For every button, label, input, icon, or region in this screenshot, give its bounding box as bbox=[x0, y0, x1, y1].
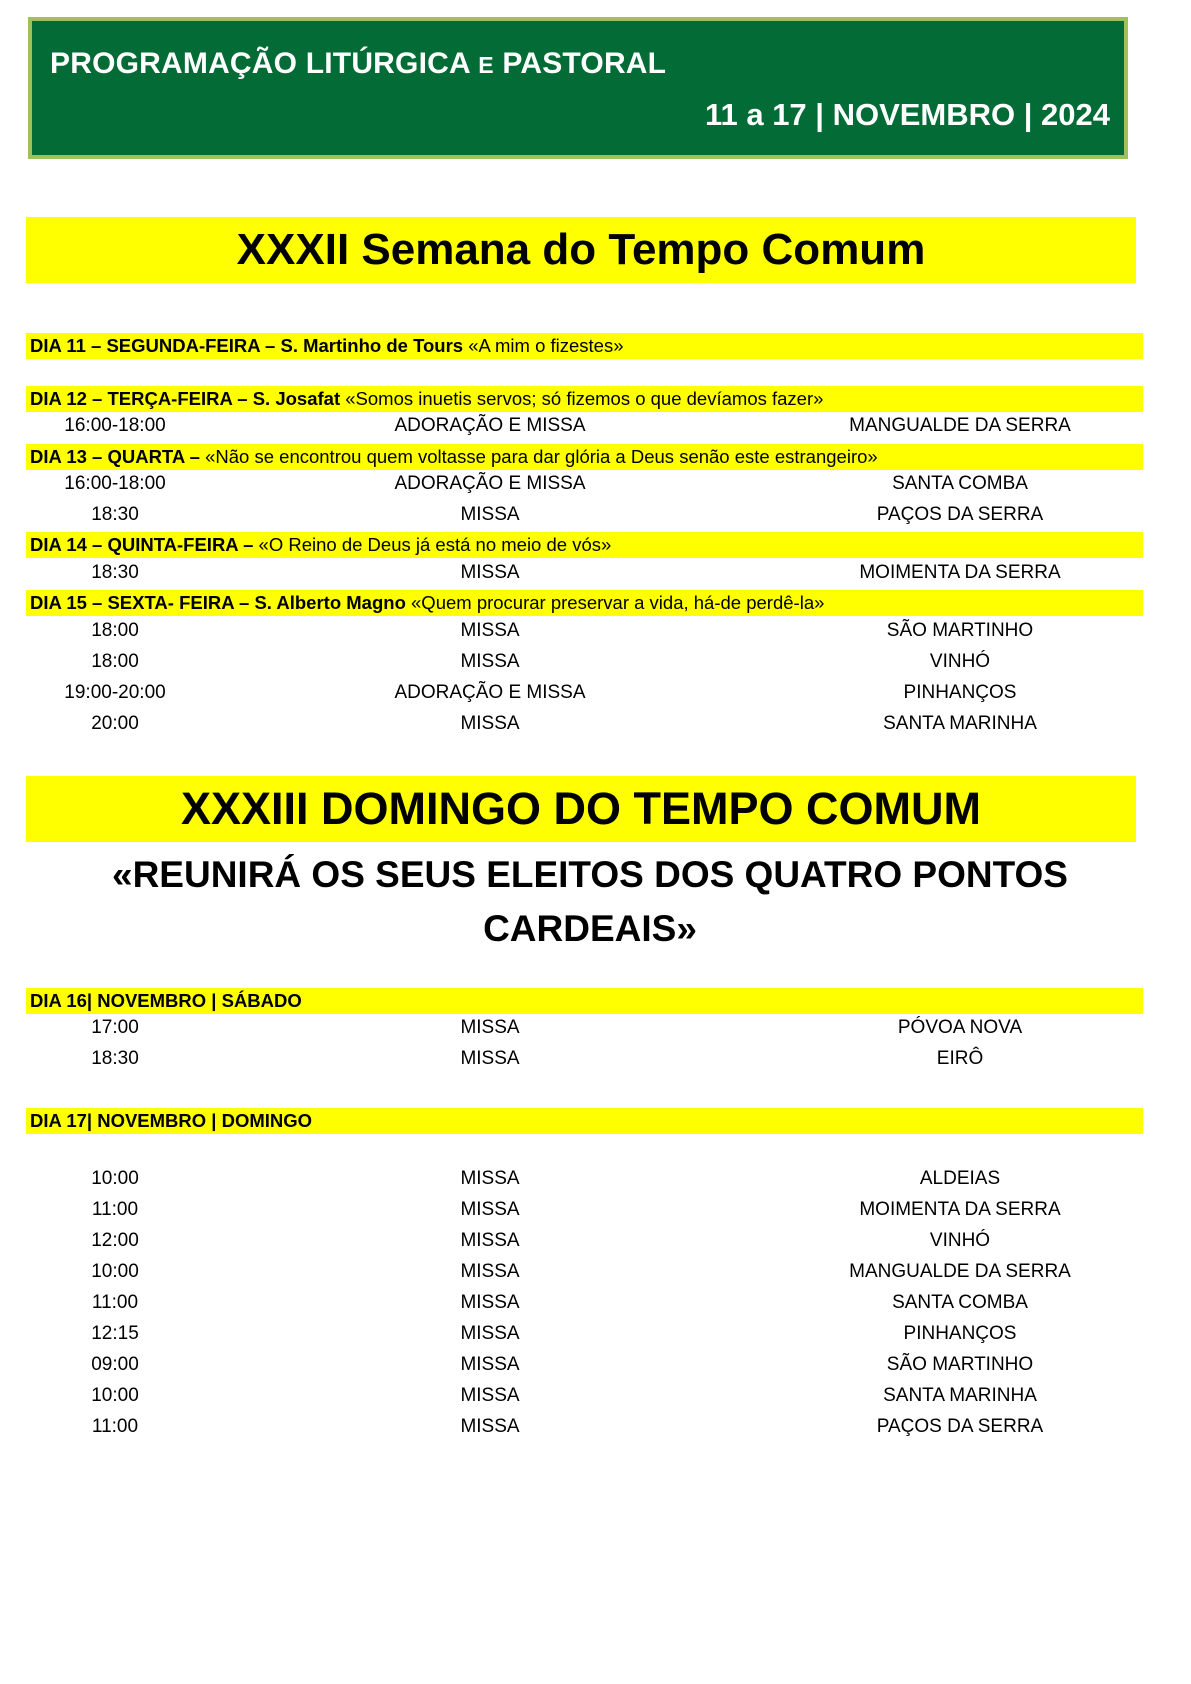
event-type: MISSA bbox=[460, 1199, 520, 1220]
event-location: SANTA MARINHA bbox=[883, 1385, 1037, 1406]
day-quote: «Não se encontrou quem voltasse para dar glória a Deus senão este estrangeiro» bbox=[199, 446, 878, 467]
header-title-part2: PASTORAL bbox=[493, 47, 667, 80]
event-time: 18:30 bbox=[91, 1048, 139, 1069]
event-time: 09:00 bbox=[91, 1354, 139, 1375]
event-type: MISSA bbox=[460, 1261, 520, 1282]
schedule-row bbox=[0, 1319, 1191, 1349]
event-type: MISSA bbox=[460, 1385, 520, 1406]
event-location: PAÇOS DA SERRA bbox=[876, 1416, 1044, 1437]
event-location: MOIMENTA DA SERRA bbox=[859, 1199, 1061, 1220]
schedule-row bbox=[0, 1013, 1191, 1043]
sunday-subtitle-line2: CARDEAIS» bbox=[483, 908, 697, 949]
event-time: 19:00-20:00 bbox=[64, 682, 166, 703]
header-title bbox=[50, 47, 666, 81]
event-time: 10:00 bbox=[91, 1385, 139, 1406]
day-quote: «Somos inuetis servos; só fizemos o que devíamos fazer» bbox=[340, 388, 824, 409]
event-location: SÃO MARTINHO bbox=[886, 1354, 1034, 1375]
event-location: MOIMENTA DA SERRA bbox=[859, 562, 1061, 583]
event-location: EIRÔ bbox=[936, 1048, 984, 1069]
schedule-row bbox=[0, 647, 1191, 677]
event-location: VINHÓ bbox=[929, 1230, 991, 1251]
day-quote: «Quem procurar preservar a vida, há-de perdê-la» bbox=[405, 592, 825, 613]
event-location: PAÇOS DA SERRA bbox=[876, 504, 1044, 525]
schedule-row bbox=[0, 558, 1191, 588]
day-header bbox=[26, 988, 1143, 1014]
event-location: VINHÓ bbox=[929, 651, 991, 672]
event-location: MANGUALDE DA SERRA bbox=[849, 1261, 1071, 1282]
day-label: DIA 17| NOVEMBRO | DOMINGO bbox=[30, 1110, 313, 1131]
day-header bbox=[26, 333, 1143, 359]
event-location: PINHANÇOS bbox=[903, 1323, 1017, 1344]
event-type: MISSA bbox=[460, 1416, 520, 1437]
schedule-row bbox=[0, 1288, 1191, 1318]
event-location: PINHANÇOS bbox=[903, 682, 1017, 703]
schedule-row bbox=[0, 469, 1191, 499]
schedule-row bbox=[0, 678, 1191, 708]
event-time: 20:00 bbox=[91, 713, 139, 734]
event-time: 11:00 bbox=[91, 1416, 139, 1437]
schedule-row bbox=[0, 1381, 1191, 1411]
day-label: DIA 11 – SEGUNDA-FEIRA – S. Martinho de Tours bbox=[30, 335, 464, 356]
event-type: MISSA bbox=[460, 1354, 520, 1375]
sunday-subtitle bbox=[60, 848, 1120, 956]
event-time: 18:00 bbox=[91, 620, 139, 641]
schedule-row bbox=[0, 1412, 1191, 1442]
sunday-title: XXXIII DOMINGO DO TEMPO COMUM bbox=[26, 776, 1136, 842]
event-location: SANTA COMBA bbox=[892, 473, 1028, 494]
event-type: ADORAÇÃO E MISSA bbox=[394, 415, 586, 436]
event-type: ADORAÇÃO E MISSA bbox=[394, 473, 586, 494]
event-location: MANGUALDE DA SERRA bbox=[849, 415, 1071, 436]
event-type: MISSA bbox=[460, 1230, 520, 1251]
schedule-row bbox=[0, 1195, 1191, 1225]
header-dates: 11 a 17 | NOVEMBRO | 2024 bbox=[704, 97, 1110, 132]
day-header bbox=[26, 590, 1143, 616]
day-label: DIA 15 – SEXTA- FEIRA – S. Alberto Magno bbox=[30, 592, 406, 613]
event-type: MISSA bbox=[460, 504, 520, 525]
schedule-row bbox=[0, 1226, 1191, 1256]
header-title-part1: PROGRAMAÇÃO LITÚRGICA bbox=[50, 47, 479, 80]
day-label: DIA 12 – TERÇA-FEIRA – S. Josafat bbox=[30, 388, 341, 409]
day-header bbox=[26, 444, 1143, 470]
day-label: DIA 14 – QUINTA-FEIRA – bbox=[30, 534, 254, 555]
event-time: 10:00 bbox=[91, 1168, 139, 1189]
schedule-row bbox=[0, 1350, 1191, 1380]
event-type: MISSA bbox=[460, 651, 520, 672]
event-location: SANTA MARINHA bbox=[883, 713, 1037, 734]
week-title: XXXII Semana do Tempo Comum bbox=[26, 217, 1136, 283]
event-type: MISSA bbox=[460, 1017, 520, 1038]
event-time: 16:00-18:00 bbox=[64, 473, 166, 494]
event-time: 17:00 bbox=[91, 1017, 139, 1038]
day-header bbox=[26, 386, 1143, 412]
event-time: 16:00-18:00 bbox=[64, 415, 166, 436]
schedule-row bbox=[0, 1044, 1191, 1074]
event-time: 11:00 bbox=[91, 1199, 139, 1220]
event-location: ALDEIAS bbox=[919, 1168, 1001, 1189]
day-header bbox=[26, 1108, 1143, 1134]
event-location: SANTA COMBA bbox=[892, 1292, 1028, 1313]
header-title-conjunction: E bbox=[478, 52, 494, 78]
event-type: MISSA bbox=[460, 1168, 520, 1189]
event-location: PÓVOA NOVA bbox=[897, 1017, 1023, 1038]
schedule-row bbox=[0, 1257, 1191, 1287]
event-type: ADORAÇÃO E MISSA bbox=[394, 682, 586, 703]
event-time: 18:00 bbox=[91, 651, 139, 672]
event-time: 12:15 bbox=[91, 1323, 139, 1344]
header-banner bbox=[28, 17, 1128, 159]
schedule-row bbox=[0, 616, 1191, 646]
event-type: MISSA bbox=[460, 713, 520, 734]
event-time: 11:00 bbox=[91, 1292, 139, 1313]
event-time: 12:00 bbox=[91, 1230, 139, 1251]
event-time: 10:00 bbox=[91, 1261, 139, 1282]
sunday-subtitle-line1: «REUNIRÁ OS SEUS ELEITOS DOS QUATRO PONTOS bbox=[112, 854, 1068, 895]
day-header bbox=[26, 532, 1143, 558]
schedule-row bbox=[0, 500, 1191, 530]
event-time: 18:30 bbox=[91, 504, 139, 525]
event-location: SÃO MARTINHO bbox=[886, 620, 1034, 641]
event-type: MISSA bbox=[460, 1323, 520, 1344]
schedule-row bbox=[0, 411, 1191, 441]
event-type: MISSA bbox=[460, 562, 520, 583]
event-type: MISSA bbox=[460, 620, 520, 641]
event-type: MISSA bbox=[460, 1048, 520, 1069]
day-quote: «O Reino de Deus já está no meio de vós» bbox=[253, 534, 612, 555]
schedule-row bbox=[0, 709, 1191, 739]
schedule-row bbox=[0, 1164, 1191, 1194]
event-type: MISSA bbox=[460, 1292, 520, 1313]
day-label: DIA 16| NOVEMBRO | SÁBADO bbox=[30, 990, 302, 1011]
event-time: 18:30 bbox=[91, 562, 139, 583]
day-quote: «A mim o fizestes» bbox=[463, 335, 624, 356]
day-label: DIA 13 – QUARTA – bbox=[30, 446, 200, 467]
